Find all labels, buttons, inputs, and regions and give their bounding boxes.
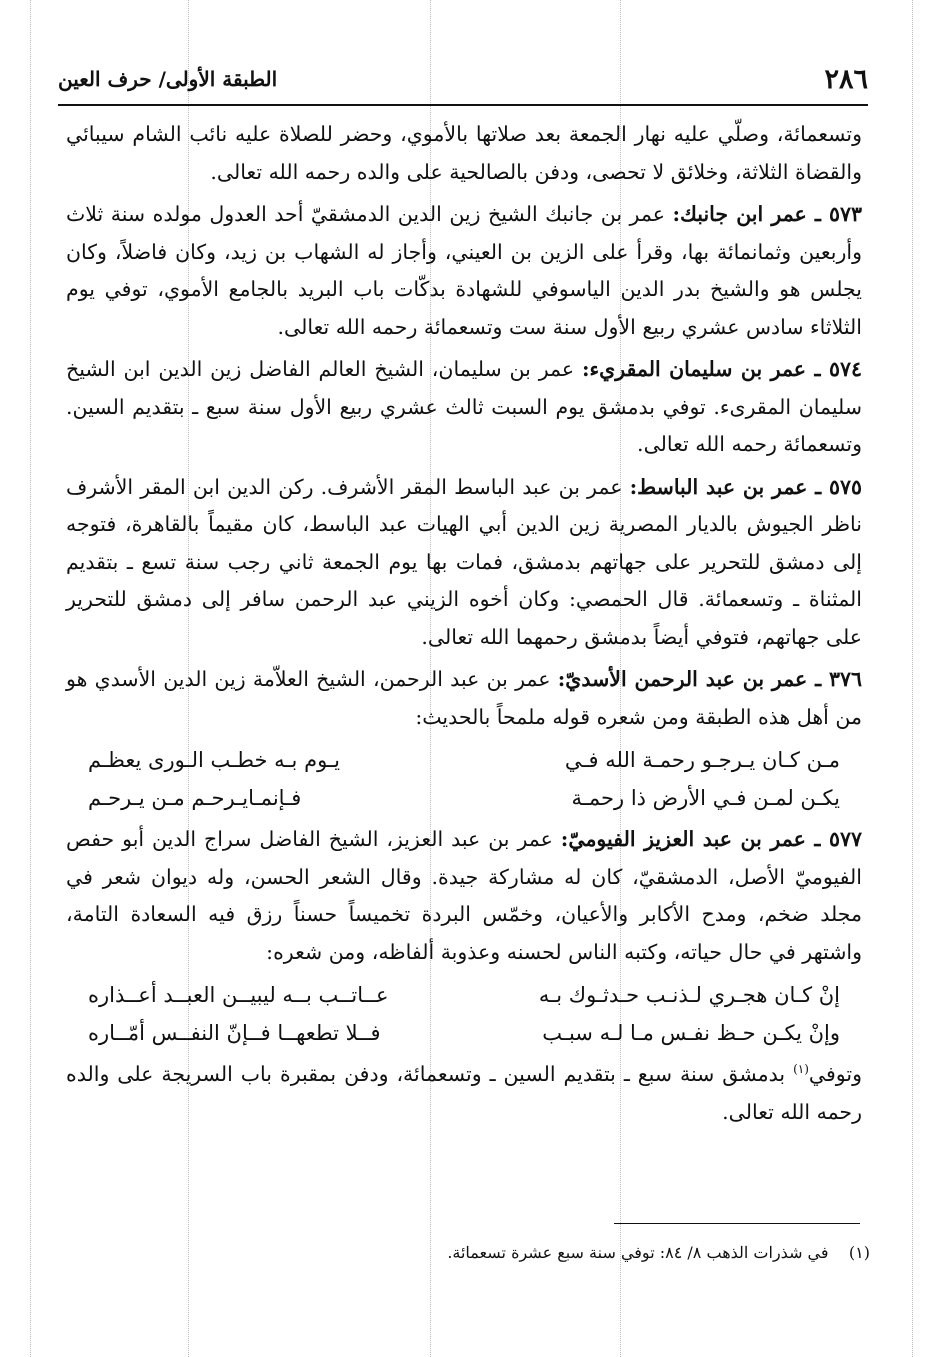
footnote [170,1240,870,1266]
verse-line [88,976,840,1014]
scan-guide-line [30,0,31,1357]
verse-first-hemistich: يكـن لمـن فـي الأرض ذا رحمـة [571,786,840,810]
page-header [58,58,868,100]
verse-first-hemistich: إنْ كـان هجـري لـذنـب حـدثـوك بـه [538,983,840,1007]
footnote-separator [614,1223,860,1224]
verse-line [88,741,840,779]
entry-text: عمر بن جانبك الشيخ زين الدين الدمشقيّ أحد العدول مولده سنة ثلاث وأربعين وثمانمائة بها، وقرأ على الزين بن العيني، وأجاز له الشهاب بن زيد، وكان فاضلاً، وكان يجلس هو والشيخ بدر الدين الياسوفي للشهادة بدكّات باب البريد بالجامع الأموي، توفي يوم الثلاثاء سادس عشري ربيع الأول سنة ست وتسعمائة رحمه الله تعالى. [66,202,862,339]
entry-heading: ٥٧٤ ـ عمر بن سليمان المقريء: [581,357,862,381]
intro-paragraph: وتسعمائة، وصلّي عليه نهار الجمعة بعد صلاتها بالأموي، وحضر للصلاة عليه نائب الشام سيبائي والقضاة الثلاثة، وخلائق لا تحصى، ودفن بالصالحية على والده رحمه الله تعالى. [66,122,862,184]
entry-text: عمر بن عبد الرحمن، الشيخ العلاّمة زين الدين الأسدي هو من أهل هذه الطبقة ومن شعره قوله ملمحاً بالحديث: [66,667,862,729]
header-rule [58,104,868,106]
poem-576 [88,741,840,817]
verse-second-hemistich: عــاتــب بــه ليبيــن العبــد أعــذاره [88,983,389,1007]
verse-line [88,779,840,817]
main-text [66,116,862,1136]
entry-heading: ٥٧٣ ـ عمر ابن جانبك: [672,202,862,226]
entry-text: عمر بن عبد الباسط المقر الأشرف. ركن الدين ابن المقر الأشرف ناظر الجيوش بالديار المصرية زين الدين أبي الهيات عبد الباسط، كان مقيماً بالقاهرة، فتوجه إلى دمشق للتحرير على جهاتهم بدمشق، فمات بها يوم الجمعة ثاني رجب سنة تسع ـ بتقديم المثناة ـ وتسعمائة. قال الحمصي: وكان أخوه الزيني عبد الرحمن سافر إلى دمشق للتحرير على جهاتهم، فتوفي أيضاً بدمشق رحمهما الله تعالى. [66,474,862,649]
scan-guide-line [912,0,913,1357]
entry-576 [66,661,862,736]
entry-heading: ٥٧٥ ـ عمر بن عبد الباسط: [629,474,863,499]
entry-577 [66,821,862,971]
verse-second-hemistich: يـوم بـه خطـب الـورى يعظـم [88,748,340,772]
verse-second-hemistich: فـإنمـايـرحـم مـن يـرحـم [88,786,302,810]
entry-text: عمر بن عبد العزيز، الشيخ الفاضل سراج الدين أبو حفص الفيوميّ الأصل، الدمشقيّ، كان له مشاركة جيدة. وقال الشعر الحسن، وله ديوان شعر في مجلد ضخم، ومدح الأكابر والأعيان، وخمّس البردة تخميساً حسناً رزق فيه السعادة التامة، واشتهر في حال حياته، وكتبه الناس لحسنه وعذوبة ألفاظه، ومن شعره: [66,827,862,964]
footnote-text: في شذرات الذهب ٨/ ٨٤: توفي سنة سبع عشرة تسعمائة. [447,1243,829,1262]
entry-text: عمر بن سليمان، الشيخ العالم الفاضل زين الدين ابن الشيخ سليمان المقرىء. توفي بدمشق يوم السبت ثالث عشري ربيع الأول سنة سبع ـ بتقديم السين. وتسعمائة رحمه الله تعالى. [66,357,862,456]
poem-577 [88,976,840,1052]
verse-first-hemistich: مـن كـان يـرجـو رحمـة الله فـي [564,748,840,772]
entry-573 [66,196,862,346]
entry-575 [66,469,862,657]
verse-first-hemistich: وإنْ يكـن حـظ نفـس مـا لـه سبـب [542,1021,840,1045]
closing-text: بدمشق سنة سبع ـ بتقديم السين ـ وتسعمائة، ودفن بمقبرة باب السريجة على والده رحمه الله تعالى. [66,1062,862,1124]
entry-heading: ٣٧٦ ـ عمر بن عبد الرحمن الأسديّ: [557,667,862,691]
closing-text: وتوفي [808,1062,862,1086]
entry-heading: ٥٧٧ ـ عمر بن عبد العزيز الفيوميّ: [560,827,862,851]
footnote-reference[interactable]: (١) [793,1062,809,1077]
footnote-marker: (١) [848,1243,870,1262]
verse-second-hemistich: فــلا تطعهــا فــإنّ النفــس أمّــاره [88,1021,381,1045]
running-title: الطبقة الأولى/ حرف العين [58,67,278,91]
entry-577-closing [66,1056,862,1131]
verse-line [88,1014,840,1052]
entry-574 [66,351,862,464]
page-number: ٢٨٦ [824,63,868,95]
